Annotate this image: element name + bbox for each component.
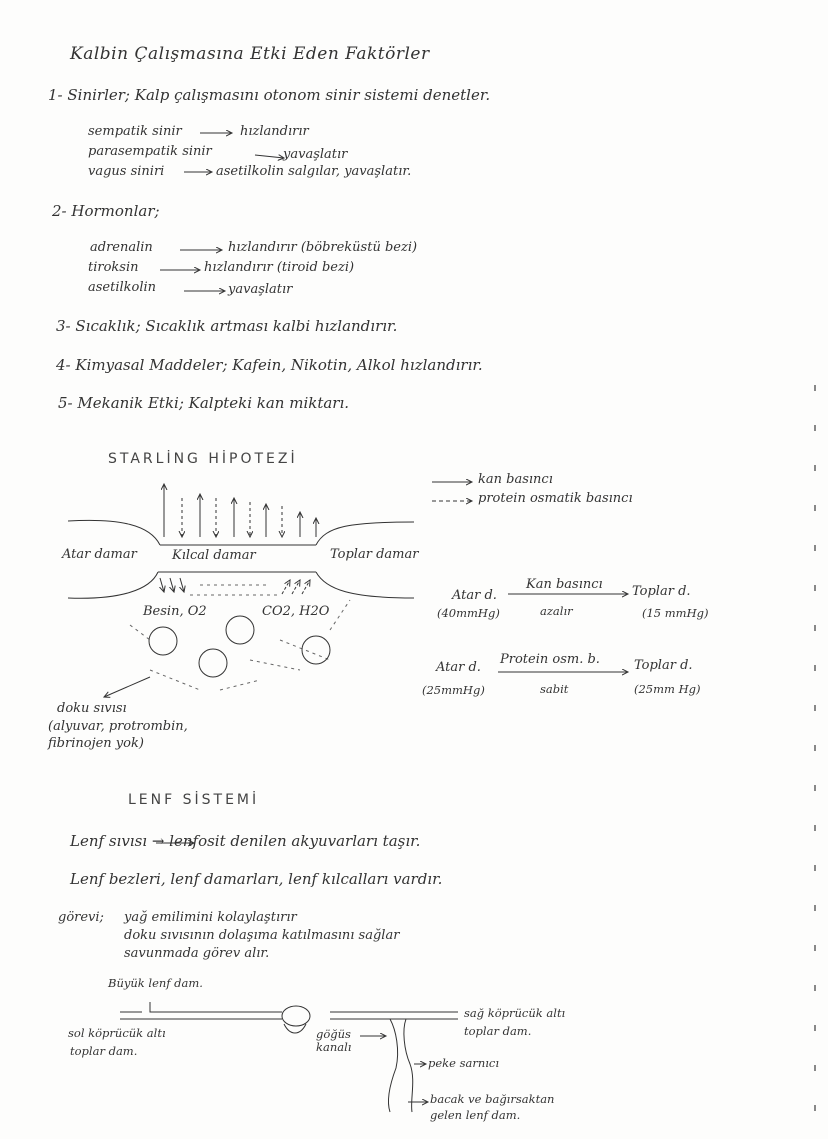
legend-osmotic-pressure: protein osmatik basıncı: [478, 491, 633, 506]
hormone-3-name: asetilkolin: [88, 280, 157, 295]
lymph-duty-1: yağ emilimini kolaylaştırır: [124, 910, 297, 925]
eq2-top: Protein osm. b.: [500, 652, 600, 667]
nerve-1-effect: hızlandırır: [240, 124, 309, 139]
cell-icon: [149, 627, 177, 655]
arrow-icon: [104, 677, 150, 697]
hormone-3-effect: yavaşlatır: [228, 282, 293, 297]
starling-heading: STARLİNG HİPOTEZİ: [108, 451, 298, 467]
capillary-label: Kılcal damar: [172, 548, 256, 563]
eq1-bottom: azalır: [540, 604, 573, 618]
nerve-1-name: sempatik sinir: [88, 124, 182, 139]
eq2-vein: Toplar d.: [634, 658, 693, 673]
lymph-duty-label: görevi;: [58, 910, 104, 925]
factor-3: 3- Sıcaklık; Sıcaklık artması kalbi hızlandırır.: [56, 317, 398, 335]
waste-label: CO2, H2O: [262, 604, 330, 619]
tissue-fluid-label: doku sıvısı: [57, 701, 127, 716]
legend-blood-pressure: kan basıncı: [478, 472, 553, 487]
cell-icon: [226, 616, 254, 644]
eq1-artery-value: (40mmHg): [437, 606, 500, 620]
vein-wall-top: [316, 522, 414, 545]
lymph-line-1: Lenf sıvısı → lenfosit denilen akyuvarları taşır.: [70, 832, 421, 850]
factor-4: 4- Kimyasal Maddeler; Kafein, Nikotin, Alkol hızlandırır.: [56, 356, 483, 374]
hormone-1-effect: hızlandırır (böbreküstü bezi): [228, 240, 418, 255]
nerve-3-effect: asetilkolin salgılar, yavaşlatır.: [216, 164, 412, 179]
thoracic-duct-label: göğüs kanalı: [316, 1027, 352, 1054]
eq2-bottom: sabit: [540, 682, 569, 696]
lymph-duty-2: doku sıvısının dolaşıma katılmasını sağlar: [124, 928, 400, 943]
arrow-icon: [255, 155, 284, 158]
lymph-line-2: Lenf bezleri, lenf damarları, lenf kılcalları vardır.: [70, 870, 443, 888]
left-subclavian-label-1: sol köprücük altı: [68, 1026, 166, 1040]
artery-wall-top: [68, 520, 160, 545]
eq2-artery: Atar d.: [436, 660, 481, 675]
nerve-3-name: vagus siniri: [88, 164, 165, 179]
leg-lymph-label: bacak ve bağırsaktan: [430, 1092, 555, 1106]
right-subclavian-label-2: toplar dam.: [464, 1024, 532, 1038]
nutrients-label: Besin, O2: [143, 604, 207, 619]
left-subclavian-label-2: toplar dam.: [70, 1044, 138, 1058]
vein-wall-bottom: [316, 572, 414, 598]
eq1-artery: Atar d.: [452, 588, 497, 603]
artery-wall-bottom: [68, 572, 158, 598]
eq1-vein-value: (15 mmHg): [642, 606, 709, 620]
factor-1: 1- Sinirler; Kalp çalışmasını otonom sinir sistemi denetler.: [48, 86, 491, 104]
big-lymph-vessel-label: Büyük lenf dam.: [108, 976, 203, 990]
page-title: Kalbin Çalışmasına Etki Eden Faktörler: [70, 44, 430, 64]
cell-icon: [199, 649, 227, 677]
factor-2: 2- Hormonlar;: [52, 202, 160, 220]
valve-icon: [282, 1006, 310, 1026]
nerve-2-name: parasempatik sinir: [88, 144, 212, 159]
tissue-fluid-note: (alyuvar, protrombin, fibrinojen yok): [48, 719, 188, 751]
leg-lymph-label-2: gelen lenf dam.: [430, 1108, 521, 1122]
right-subclavian-label-1: sağ köprücük altı: [464, 1006, 566, 1020]
factor-5: 5- Mekanik Etki; Kalpteki kan miktarı.: [58, 394, 350, 412]
nerve-2-effect: yavaşlatır: [283, 147, 348, 162]
hormone-2-name: tiroksin: [88, 260, 139, 275]
left-subclavian-vein: [120, 1002, 282, 1012]
vein-label: Toplar damar: [330, 547, 419, 562]
eq2-vein-value: (25mm Hg): [634, 682, 701, 696]
artery-label: Atar damar: [62, 547, 137, 562]
hormone-1-name: adrenalin: [90, 240, 153, 255]
thoracic-duct: [388, 1019, 397, 1112]
lymph-duty-3: savunmada görev alır.: [124, 946, 270, 961]
eq1-vein: Toplar d.: [632, 584, 691, 599]
hormone-2-effect: hızlandırır (tiroid bezi): [204, 260, 355, 275]
eq1-top: Kan basıncı: [526, 577, 603, 592]
cistern-label: peke sarnıcı: [428, 1056, 500, 1070]
eq2-artery-value: (25mmHg): [422, 683, 485, 697]
lymph-heading: LENF SİSTEMİ: [128, 792, 260, 808]
